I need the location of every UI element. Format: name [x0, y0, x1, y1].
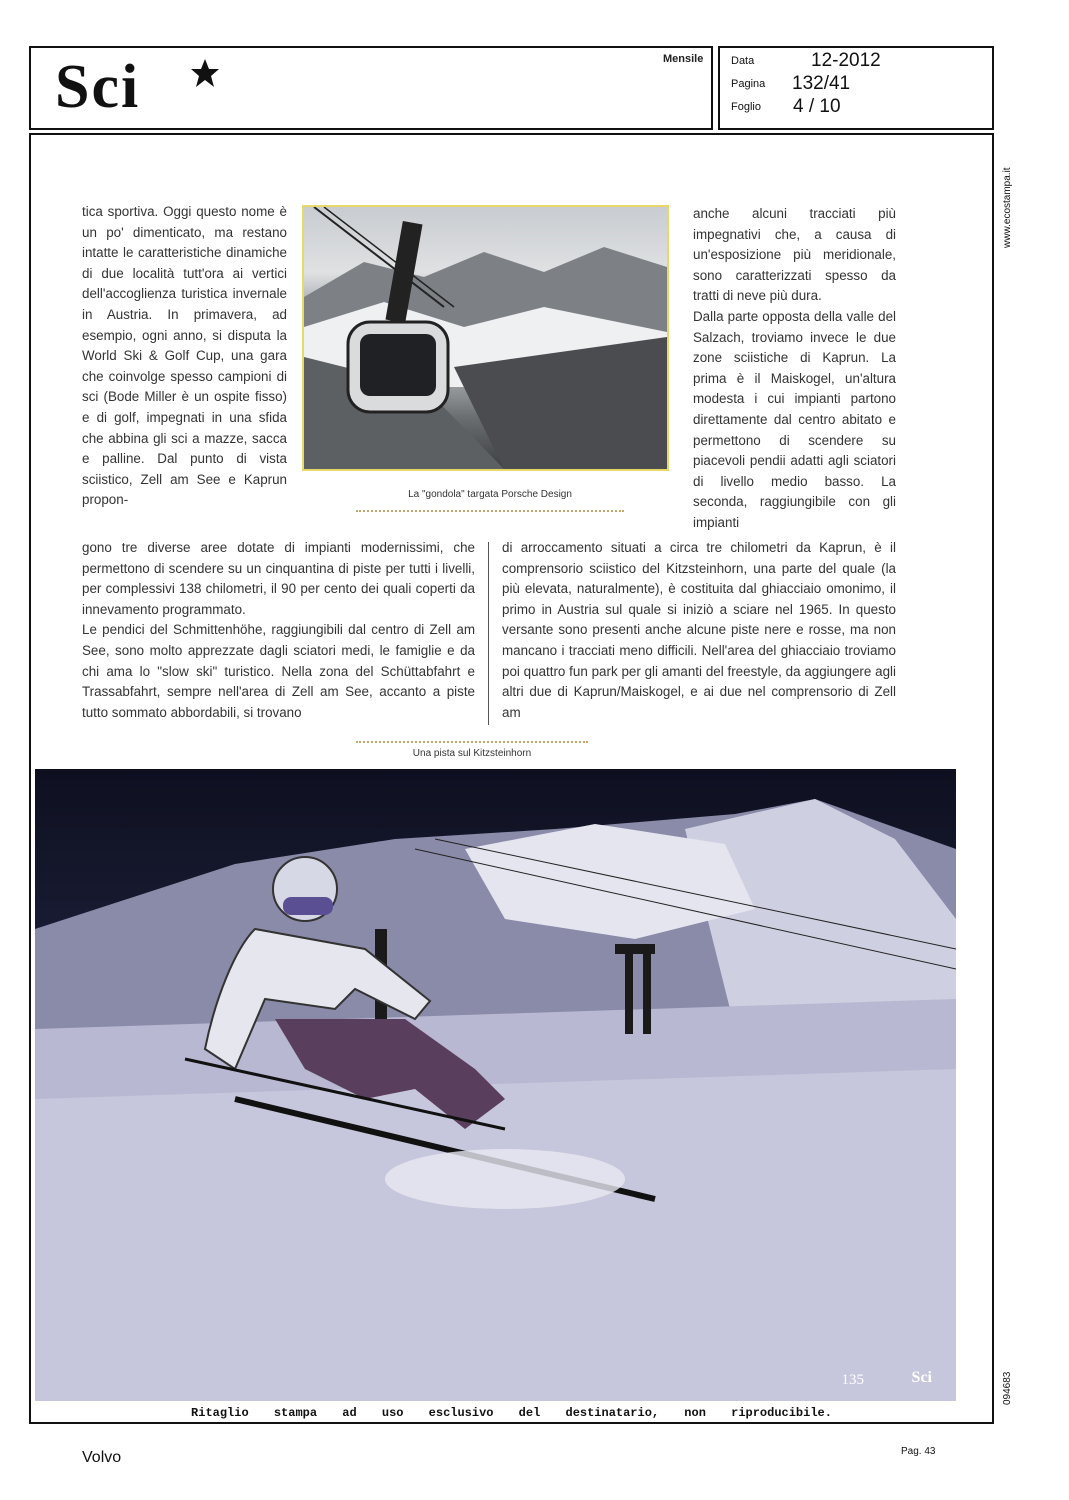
- client-name: Volvo: [82, 1449, 122, 1466]
- page-value: 132/41: [792, 73, 851, 94]
- frequency-label: Mensile: [663, 53, 704, 65]
- column-divider: [488, 542, 489, 725]
- article-col1-bottom: gono tre diverse aree dotate di impianti modernissimi, che permettono di scendere su un cinquantina di piste per tutti i livelli, per complessivi 138 chilometri, il 90 per cento dei quali coperti da innevamento programmato. Le pendici del Schmittenhöhe, raggiungibili dal centro di Zell am See, sono molto apprezzate dagli sciatori medi, le famiglie e da chi ama lo "slow ski" turistico. Nella zona del Schüttabfahrt e Trassabfahrt, sempre nell'area di Zell am See, accanto a piste tutto sommato abbordabili, si trovano: [82, 540, 475, 720]
- gondola-illustration: [304, 207, 667, 469]
- article-col3-top: anche alcuni tracciati più impegnativi che, a causa di un'esposizione più meridionale, sono caratterizzati spesso da tratti di neve più dura. Dalla parte opposta della valle del Salzach, troviamo invece le due zone sciistiche di Kaprun. La prima è il Maiskogel, un'altura modesta i cui impianti partono direttamente dal centro abitato e permettono di scendere su piacevoli pendii adatti agli sciatori di livello medio basso. La seconda, raggiungibile con gli impianti: [693, 206, 896, 530]
- sheet-label: Foglio: [731, 101, 761, 113]
- skier-photo: [35, 769, 956, 1401]
- star-icon: [190, 58, 220, 88]
- gondola-photo: [302, 205, 669, 471]
- photo-page-number: 135: [841, 1372, 864, 1388]
- page-label: Pagina: [731, 78, 766, 90]
- magazine-logo: Sci: [55, 53, 141, 121]
- gondola-caption-divider: [356, 510, 624, 512]
- skier-illustration: [35, 769, 956, 1401]
- side-website: www.ecostampa.it: [1002, 167, 1013, 248]
- sheet-value: 4 / 10: [793, 96, 841, 117]
- side-code: 094683: [1002, 1371, 1013, 1405]
- article-col2-bottom: di arroccamento situati a circa tre chilometri da Kaprun, è il comprensorio sciistico del Kitzsteinhorn, una parte del quale (la più elevata, naturalmente), è costituita dal ghiacciaio omonimo, il primo in Austria sul quale si iniziò a sciare nel 1965. In questo versante sono presenti anche alcune piste nere e rosse, ma non mancano i tracciati meno difficili. Nell'area del ghiacciaio troviamo poi quattro fun park per gli amanti del freestyle, da aggiungere agli altri due di Kaprun/Maiskogel, e ai due nel comprensorio di Zell am: [502, 540, 896, 720]
- pista-caption: Una pista sul Kitzsteinhorn: [412, 748, 532, 759]
- gondola-caption: La "gondola" targata Porsche Design: [408, 489, 572, 500]
- pista-caption-divider: [356, 741, 588, 743]
- footer-page: Pag. 43: [901, 1446, 936, 1457]
- copyright-notice: Ritaglio stampa ad uso esclusivo del destinatario, non riproducibile.: [191, 1406, 832, 1420]
- photo-mag-logo: Sci: [911, 1369, 932, 1386]
- date-label: Data: [731, 55, 755, 67]
- article-col1-top: tica sportiva. Oggi questo nome è un po' dimenticato, ma restano intatte le caratteristiche dinamiche di due località tutt'ora ai vertici dell'accoglienza turistica invernale in Austria. In primavera, ad esempio, ogni anno, si disputa la World Ski & Golf Cup, una gara che coinvolge spesso campioni di sci (Bode Miller è un ospite fisso) e di golf, impegnati in una sfida che abbina gli sci a mazze, sacca e palline. Dal punto di vista sciistico, Zell am See e Kaprun propon-: [82, 204, 287, 508]
- date-value: 12-2012: [811, 50, 881, 71]
